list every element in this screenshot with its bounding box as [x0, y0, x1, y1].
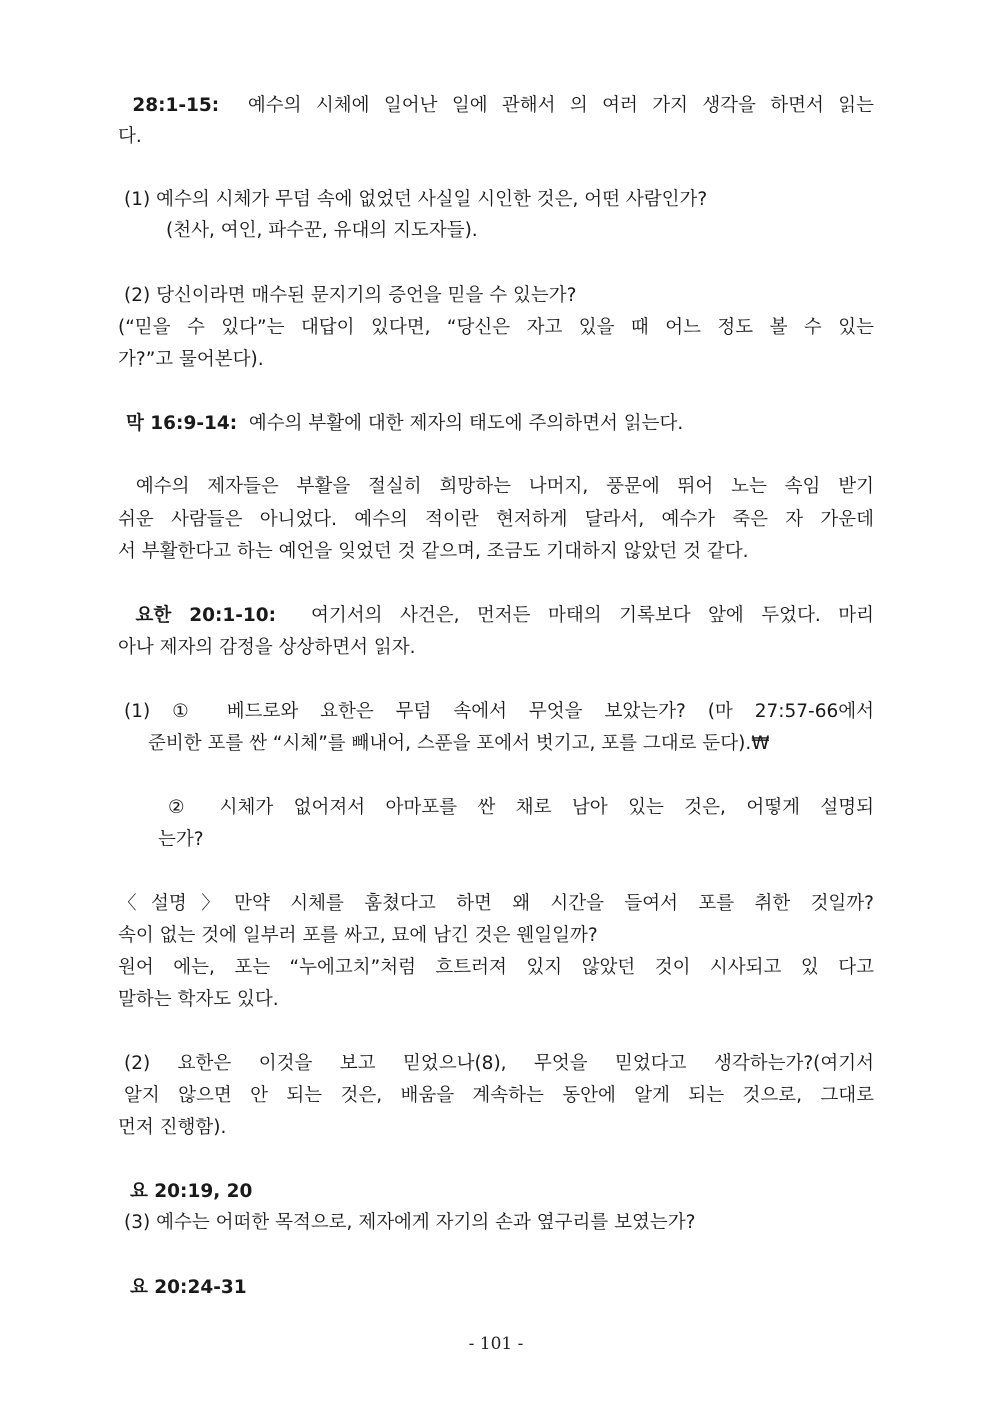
passage-2-ref: 막 16:9-14: — [126, 413, 238, 434]
question-3-line-3: ② 시체가 없어져서 아마포를 싼 채로 남아 있는 것은, 어떻게 설명되 — [168, 797, 874, 818]
passage-5-ref: 요 20:24-31 — [130, 1277, 247, 1298]
paragraph-line-2: 쉬운 사람들은 아니었다. 예수의 적이란 현저하게 달라서, 예수가 죽은 자 가운데 — [118, 509, 874, 530]
question-3-line-1: (1) ① 베드로와 요한은 무덤 속에서 무엇을 보았는가? (마 27:57-66에서 — [124, 701, 874, 722]
explanation-line-2: 속이 없는 것에 일부러 포를 싸고, 묘에 남긴 것은 웬일일까? — [118, 925, 598, 946]
explanation-line-3: 원어 에는, 포는 “누에고치”처럼 흐트러져 있지 않았던 것이 시사되고 있 다고 — [118, 957, 874, 978]
question-1-line-2: (천사, 여인, 파수꾼, 유대의 지도자들). — [166, 220, 478, 241]
passage-2-line — [126, 409, 882, 439]
passage-3-text: 여기서의 사건은, 먼저든 마태의 기록보다 앞에 두었다. 마리 — [311, 605, 874, 626]
question-1-line-1: (1) 예수의 시체가 무덤 속에 없었던 사실일 시인한 것은, 어떤 사람인가? — [124, 189, 708, 210]
passage-1-line-2: 다. — [118, 126, 142, 147]
question-3-line-4: 는가? — [158, 829, 204, 850]
passage-3-line-1 — [118, 601, 874, 631]
passage-1-text: 예수의 시체에 일어난 일에 관해서 의 여러 가지 생각을 하면서 읽는 — [247, 95, 874, 116]
passage-4-question: (3) 예수는 어떠한 목적으로, 제자에게 자기의 손과 옆구리를 보였는가? — [124, 1212, 696, 1233]
passage-3-line-2: 아나 제자의 감정을 상상하면서 읽자. — [118, 637, 416, 658]
passage-1-ref: 28:1-15: — [132, 95, 220, 116]
paragraph-line-1-text: 예수의 제자들은 부활을 절실히 희망하는 나머지, 풍문에 뛰어 노는 속임 받기 — [135, 476, 874, 497]
paragraph-line-1 — [118, 472, 874, 502]
explanation-line-1: 〈설명〉만약 시체를 훔쳤다고 하면 왜 시간을 들여서 포를 취한 것일까? — [118, 893, 874, 914]
passage-2-text: 예수의 부활에 대한 제자의 태도에 주의하면서 읽는다. — [248, 413, 684, 434]
page-number: - 101 - — [468, 1334, 524, 1354]
question-2-line-1: (2) 당신이라면 매수된 문지기의 증언을 믿을 수 있는가? — [124, 285, 577, 306]
passage-3-ref: 요한 20:1-10: — [135, 605, 277, 626]
question-2-line-3: 가?”고 물어본다). — [118, 349, 264, 370]
question-3-line-2: 준비한 포를 싼 “시체”를 빼내어, 스푼을 포에서 벗기고, 포를 그대로 둔다).₩ — [148, 733, 770, 754]
question-2-line-2: (“믿을 수 있다”는 대답이 있다면, “당신은 자고 있을 때 어느 정도 볼 수 있는 — [118, 317, 874, 338]
question-4-line-2: 알지 않으면 안 되는 것은, 배움을 계속하는 동안에 알게 되는 것으로, 그대로 — [124, 1085, 874, 1106]
passage-4-ref: 요 20:19, 20 — [130, 1181, 253, 1202]
paragraph-line-3: 서 부활한다고 하는 예언을 잊었던 것 같으며, 조금도 기대하지 않았던 것 같다. — [118, 541, 749, 562]
explanation-line-4: 말하는 학자도 있다. — [118, 989, 279, 1010]
question-4-line-3: 먼저 진행함). — [118, 1117, 227, 1138]
question-4-line-1: (2) 요한은 이것을 보고 믿었으나(8), 무엇을 믿었다고 생각하는가?(여기서 — [124, 1053, 874, 1074]
passage-1-line-1 — [118, 91, 874, 121]
